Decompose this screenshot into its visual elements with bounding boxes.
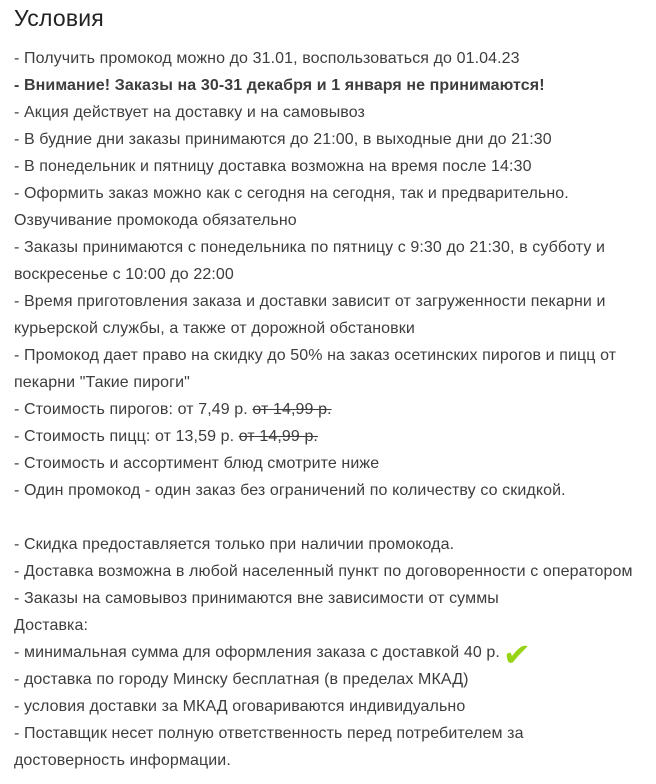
- condition-promo-validity: - Получить промокод можно до 31.01, воспользоваться до 01.04.23: [14, 50, 520, 67]
- condition-free-delivery-minsk: - доставка по городу Минску бесплатная (в пределах МКАД): [14, 671, 469, 688]
- page-title: Условия: [14, 5, 104, 31]
- condition-pizza-price: [14, 423, 638, 450]
- condition-monday-friday-delivery: - В понедельник и пятницу доставка возможна на время после 14:30: [14, 158, 532, 175]
- condition-outside-mkad: - условия доставки за МКАД оговариваются индивидуально: [14, 698, 466, 715]
- pizza-price-old: от 14,99 р.: [238, 428, 318, 445]
- condition-delivery-any-city: - Доставка возможна в любой населенный пункт по договоренности с оператором: [14, 563, 633, 580]
- condition-supplier-responsibility: - Поставщик несет полную ответственность перед потребителем за достоверность информации.: [14, 725, 524, 769]
- pie-price-old: от 14,99 р.: [252, 401, 332, 418]
- condition-pie-price: [14, 396, 638, 423]
- condition-warning: - Внимание! Заказы на 30-31 декабря и 1 января не принимаются!: [14, 77, 545, 94]
- pizza-price-current: - Стоимость пицц: от 13,59 р.: [14, 428, 239, 445]
- condition-scope: - Акция действует на доставку и на самовывоз: [14, 104, 365, 121]
- paragraph-gap: [14, 504, 638, 531]
- min-order-sum-text: - минимальная сумма для оформления заказа с доставкой 40 р.: [14, 644, 500, 661]
- condition-order-hours: - В будние дни заказы принимаются до 21:00, в выходные дни до 21:30: [14, 131, 552, 148]
- condition-pickup-any-sum: - Заказы на самовывоз принимаются вне зависимости от суммы: [14, 590, 499, 607]
- condition-preorder: - Оформить заказ можно как с сегодня на сегодня, так и предварительно. Озвучивание промокода обязательно: [14, 185, 569, 229]
- condition-promocode-required: - Скидка предоставляется только при наличии промокода.: [14, 536, 455, 553]
- pie-price-current: - Стоимость пирогов: от 7,49 р.: [14, 401, 253, 418]
- condition-menu-below: - Стоимость и ассортимент блюд смотрите ниже: [14, 455, 380, 472]
- condition-min-order-sum: [14, 633, 638, 675]
- checkmark-icon: ✔: [501, 633, 532, 675]
- condition-one-promocode: - Один промокод - один заказ без ограничений по количеству со скидкой.: [14, 482, 566, 499]
- delivery-heading: Доставка:: [14, 617, 89, 634]
- condition-accept-schedule: - Заказы принимаются с понедельника по пятницу с 9:30 до 21:30, в субботу и воскресенье с 10:00 до 22:00: [14, 239, 606, 283]
- condition-prep-time: - Время приготовления заказа и доставки зависит от загруженности пекарни и курьерской службы, а также от дорожной обстановки: [14, 293, 606, 337]
- condition-discount-scope: - Промокод дает право на скидку до 50% на заказ осетинских пирогов и пицц от пекарни "Такие пироги": [14, 347, 617, 391]
